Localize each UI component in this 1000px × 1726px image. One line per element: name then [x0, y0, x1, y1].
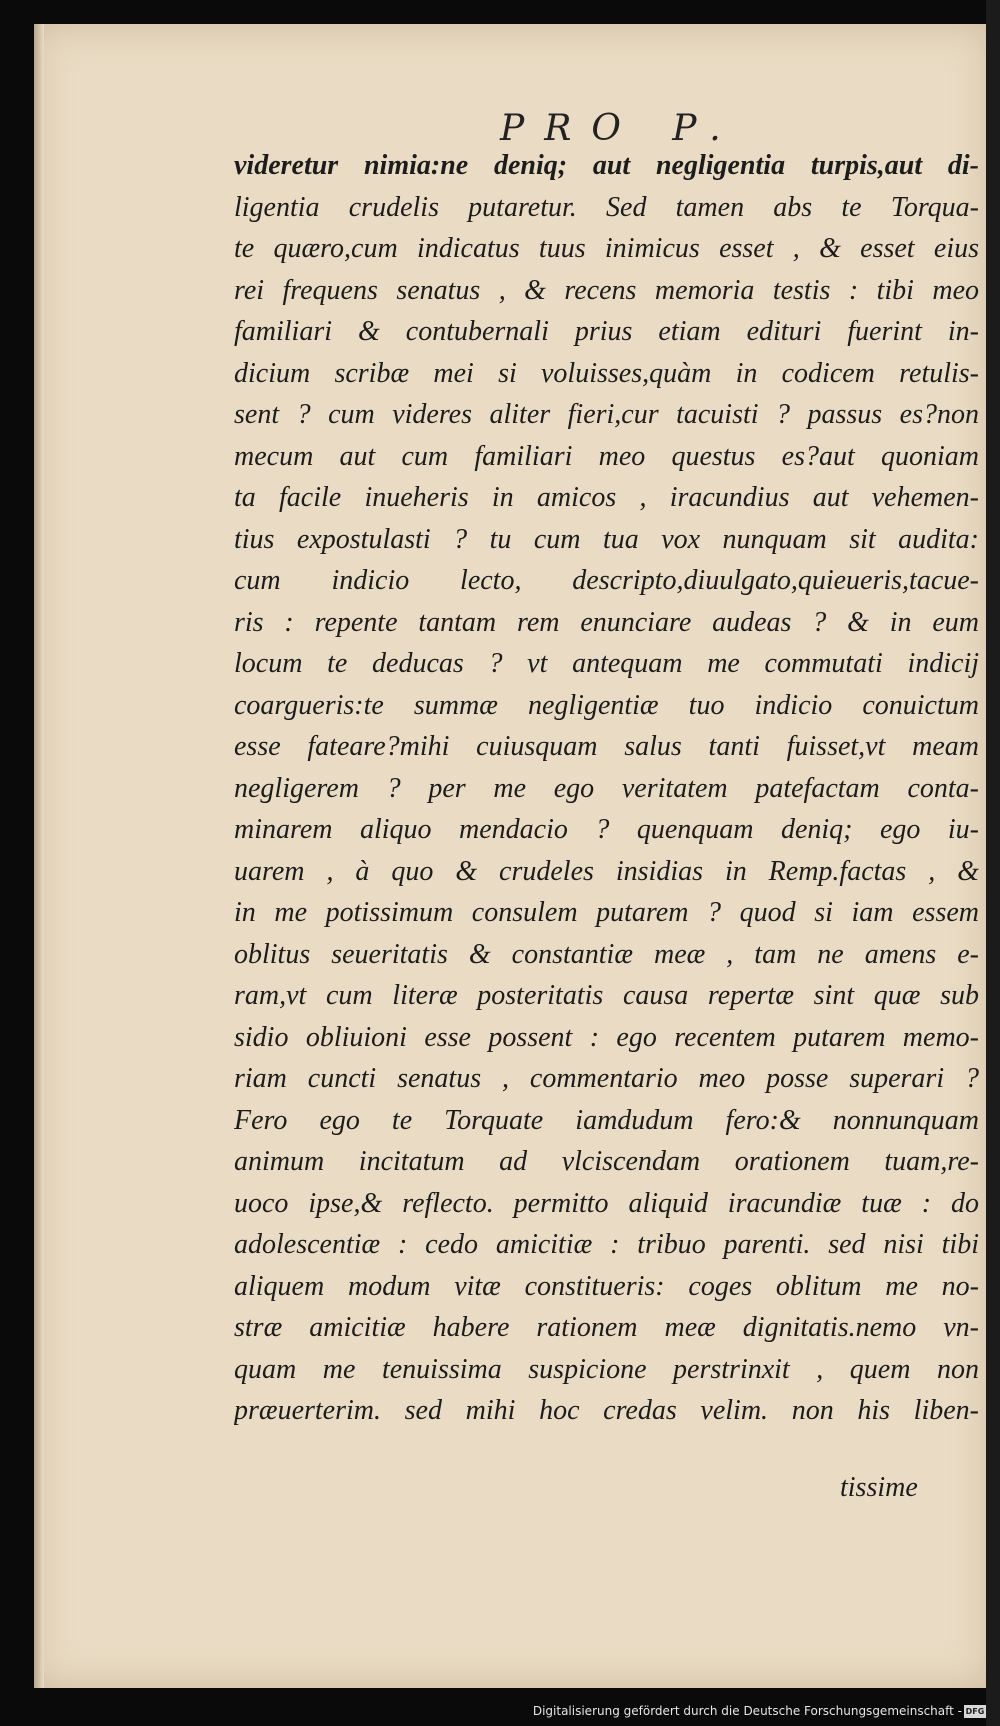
text-line: aliquem modum vitæ constitueris: coges oblitum me no- — [234, 1270, 979, 1302]
text-line: animum incitatum ad vlciscendam orationem tuam,re- — [234, 1146, 979, 1177]
text-line: coargueris:te summæ negligentiæ tuo indicio conuictum — [234, 689, 979, 721]
text-line: dicium scribæ mei si voluisses,quàm in codicem retulis- — [234, 357, 979, 389]
text-line: te quæro,cum indicatus tuus inimicus esset , & esset eius — [234, 233, 979, 264]
catchword: tissime — [840, 1472, 918, 1503]
text-line: adolescentiæ : cedo amicitiæ : tribuo parenti. sed nisi tibi — [234, 1229, 979, 1260]
text-line: minarem aliquo mendacio ? quenquam deniq; ego iu- — [234, 814, 979, 845]
text-line: stræ amicitiæ habere rationem meæ dignitatis.nemo vn- — [234, 1312, 979, 1343]
text-line: Fero ego te Torquate iamdudum fero:& nonnunquam — [234, 1104, 979, 1136]
text-line: uoco ipse,& reflecto. permitto aliquid iracundiæ tuæ : do — [234, 1187, 979, 1219]
text-line: riam cuncti senatus , commentario meo posse superari ? — [234, 1063, 979, 1094]
text-line: locum te deducas ? vt antequam me commutati indicij — [234, 648, 979, 679]
text-line: in me potissimum consulem putarem ? quod si iam essem — [234, 897, 979, 928]
text-line: tius expostulasti ? tu cum tua vox nunquam sit audita: — [234, 523, 979, 555]
book-spine-edge — [986, 0, 1000, 1726]
digitization-credit: Digitalisierung gefördert durch die Deutsche Forschungsgemeinschaft - — [532, 1704, 962, 1718]
text-line: negligerem ? per me ego veritatem patefactam conta- — [234, 772, 979, 804]
text-line: quam me tenuissima suspicione perstrinxit , quem non — [234, 1353, 979, 1385]
text-line: ligentia crudelis putaretur. Sed tamen abs te Torqua- — [234, 191, 979, 223]
text-line: uarem , à quo & crudeles insidias in Remp.factas , & — [234, 855, 979, 887]
text-line: ta facile inueheris in amicos , iracundius aut vehemen- — [234, 482, 979, 513]
text-line: rei frequens senatus , & recens memoria testis : tibi meo — [234, 274, 979, 306]
text-line: videretur nimia:ne deniq; aut negligentia turpis,aut di- — [234, 150, 979, 181]
text-line: præuerterim. sed mihi hoc credas velim. non his liben- — [234, 1395, 979, 1426]
text-line: sent ? cum videres aliter fieri,cur tacuisti ? passus es?non — [234, 399, 979, 430]
body-text — [234, 145, 979, 1432]
dfg-logo-icon: DFG — [965, 1707, 985, 1716]
text-line: familiari & contubernali prius etiam edituri fuerint in- — [234, 316, 979, 347]
page-edge-shadow — [34, 24, 44, 1688]
running-head: PRO P. — [500, 108, 741, 149]
text-line: cum indicio lecto, descripto,diuulgato,quieueris,tacue- — [234, 565, 979, 596]
footer-bar — [0, 1700, 1000, 1726]
text-line: ris : repente tantam rem enunciare audeas ? & in eum — [234, 606, 979, 638]
text-line: ram,vt cum literæ posteritatis causa repertæ sint quæ sub — [234, 980, 979, 1011]
text-line: mecum aut cum familiari meo questus es?aut quoniam — [234, 440, 979, 472]
text-line: sidio obliuioni esse possent : ego recentem putarem memo- — [234, 1021, 979, 1053]
text-line: oblitus seueritatis & constantiæ meæ , tam ne amens e- — [234, 938, 979, 970]
text-line: esse fateare?mihi cuiusquam salus tanti fuisset,vt meam — [234, 731, 979, 762]
